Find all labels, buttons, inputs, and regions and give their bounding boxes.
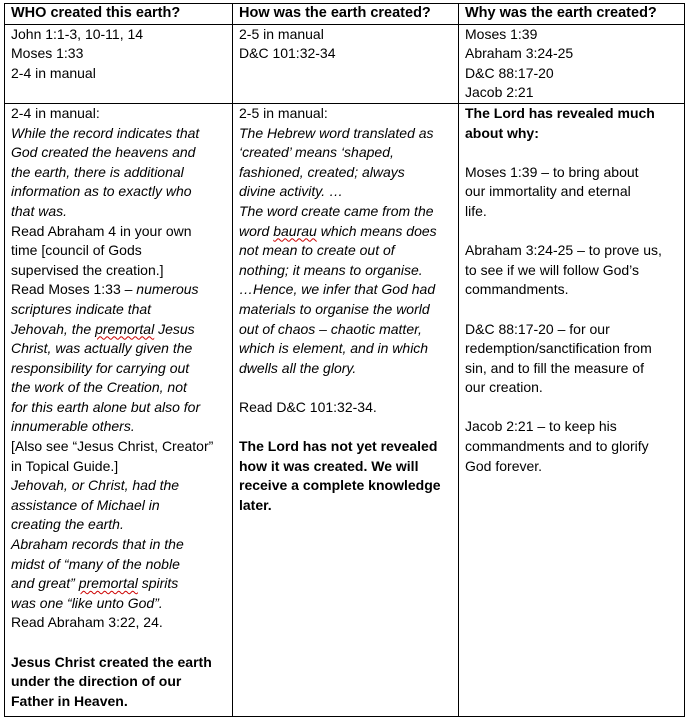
quote-line: information as to exactly who — [11, 183, 192, 200]
text-line: commandments and to glorify — [465, 438, 649, 455]
conclusion-line: under the direction of our — [11, 673, 182, 690]
text-line: in Topical Guide.] — [11, 457, 119, 474]
text-line: Read Abraham 4 in your own — [11, 222, 192, 239]
header-who: WHO created this earth? — [5, 4, 233, 25]
text-line: supervised the creation.] — [11, 261, 164, 278]
references-row — [5, 24, 685, 103]
text-line: sin, and to fill the measure of — [465, 359, 644, 376]
ref-line: Jacob 2:21 — [465, 84, 534, 101]
quote-run: Jehovah, the — [11, 320, 96, 337]
conclusion-line: The Lord has revealed much — [465, 104, 655, 121]
text-line: redemption/sanctification from — [465, 340, 652, 357]
spellcheck-word: premortal — [95, 320, 155, 337]
quote-line: the work of the Creation, not — [11, 379, 187, 396]
quote-run: spirits — [137, 575, 179, 592]
quote-line: Jehovah, or Christ, had the — [11, 477, 180, 494]
who-content-cell — [5, 103, 233, 716]
quote-line — [11, 574, 227, 594]
quote-line: creating the earth. — [11, 516, 124, 533]
content-row — [5, 103, 685, 716]
lesson-table — [4, 3, 685, 717]
quote-line: ‘created’ means ‘shaped, — [239, 144, 394, 161]
quote-line: Abraham records that in the — [11, 536, 184, 553]
conclusion-line: about why: — [465, 124, 539, 141]
text-line: God forever. — [465, 457, 543, 474]
conclusion-line: Father in Heaven. — [11, 692, 128, 709]
ref-line: D&C 88:17-20 — [465, 64, 554, 81]
quote-line: dwells all the glory. — [239, 359, 357, 376]
spacer — [465, 300, 679, 320]
quote-run: which means does — [316, 222, 437, 239]
quote-line: out of chaos – chaotic matter, — [239, 320, 422, 337]
quote-run: and great” — [11, 575, 79, 592]
text-line: D&C 88:17-20 – for our — [465, 320, 610, 337]
quote-line: assistance of Michael in — [11, 496, 160, 513]
manual-ref: 2-5 in manual: — [239, 104, 328, 121]
ref-line: John 1:1-3, 10-11, 14 — [11, 25, 144, 42]
quote-run: word — [239, 222, 274, 239]
why-content-cell — [459, 103, 685, 716]
quote-line: scriptures indicate that — [11, 300, 152, 317]
text-line: Jacob 2:21 – to keep his — [465, 418, 617, 435]
ref-line: D&C 101:32-34 — [239, 45, 336, 62]
text-line: [Also see “Jesus Christ, Creator” — [11, 438, 214, 455]
how-refs-cell — [233, 24, 459, 103]
header-why: Why was the earth created? — [459, 4, 685, 25]
why-refs-cell — [459, 24, 685, 103]
quote-line: …Hence, we infer that God had — [239, 281, 436, 298]
quote-line: While the record indicates that — [11, 124, 200, 141]
text-line: Abraham 3:24-25 – to prove us, — [465, 242, 662, 259]
quote-line: divine activity. … — [239, 183, 343, 200]
spacer — [11, 633, 227, 653]
who-refs-cell — [5, 24, 233, 103]
spellcheck-word: baurau — [273, 222, 317, 239]
quote-line: The word create came from the — [239, 202, 434, 219]
spacer — [239, 378, 453, 398]
spacer — [239, 417, 453, 437]
header-how: How was the earth created? — [233, 4, 459, 25]
text-line: life. — [465, 202, 487, 219]
quote-line: for this earth alone but also for — [11, 398, 201, 415]
quote-line: innumerable others. — [11, 418, 135, 435]
text-line: to see if we will follow God’s — [465, 261, 640, 278]
spacer — [465, 398, 679, 418]
quote-line — [11, 320, 227, 340]
quote-line: fashioned, created; always — [239, 163, 405, 180]
ref-line: Abraham 3:24-25 — [465, 45, 574, 62]
conclusion-line: later. — [239, 496, 272, 513]
conclusion-line: The Lord has not yet revealed — [239, 438, 438, 455]
quote-line: not mean to create out of — [239, 242, 395, 259]
manual-ref: 2-4 in manual: — [11, 104, 100, 121]
spacer — [465, 143, 679, 163]
text-line: Read Abraham 3:22, 24. — [11, 614, 163, 631]
ref-line: 2-4 in manual — [11, 64, 96, 81]
text-line: Moses 1:39 – to bring about — [465, 163, 639, 180]
quote-run: numerous — [136, 281, 199, 298]
how-content-cell — [233, 103, 459, 716]
quote-line: Christ, was actually given the — [11, 340, 193, 357]
text-line — [11, 280, 227, 300]
header-row — [5, 4, 685, 25]
quote-line: midst of “many of the noble — [11, 555, 180, 572]
quote-line: The Hebrew word translated as — [239, 124, 434, 141]
ref-line: 2-5 in manual — [239, 25, 324, 42]
ref-line: Moses 1:39 — [465, 25, 538, 42]
text-line: Read D&C 101:32-34. — [239, 398, 377, 415]
text-line: time [council of Gods — [11, 242, 142, 259]
text-run: Read Moses 1:33 – — [11, 281, 137, 298]
text-line: our creation. — [465, 379, 543, 396]
quote-line: nothing; it means to organise. — [239, 261, 423, 278]
quote-line: responsibility for carrying out — [11, 359, 190, 376]
ref-line: Moses 1:33 — [11, 45, 84, 62]
spacer — [465, 222, 679, 242]
quote-line: that was. — [11, 202, 68, 219]
quote-line: was one “like unto God”. — [11, 594, 163, 611]
text-line: commandments. — [465, 281, 569, 298]
quote-line: God created the heavens and — [11, 144, 196, 161]
quote-run: Jesus — [154, 320, 195, 337]
quote-line: materials to organise the world — [239, 300, 430, 317]
spellcheck-word: premortal — [78, 575, 138, 592]
conclusion-line: receive a complete knowledge — [239, 477, 441, 494]
conclusion-line: how it was created. We will — [239, 457, 419, 474]
quote-line: which is element, and in which — [239, 340, 429, 357]
quote-line — [239, 222, 453, 242]
quote-line: the earth, there is additional — [11, 163, 184, 180]
text-line: our immortality and eternal — [465, 183, 631, 200]
conclusion-line: Jesus Christ created the earth — [11, 653, 212, 670]
